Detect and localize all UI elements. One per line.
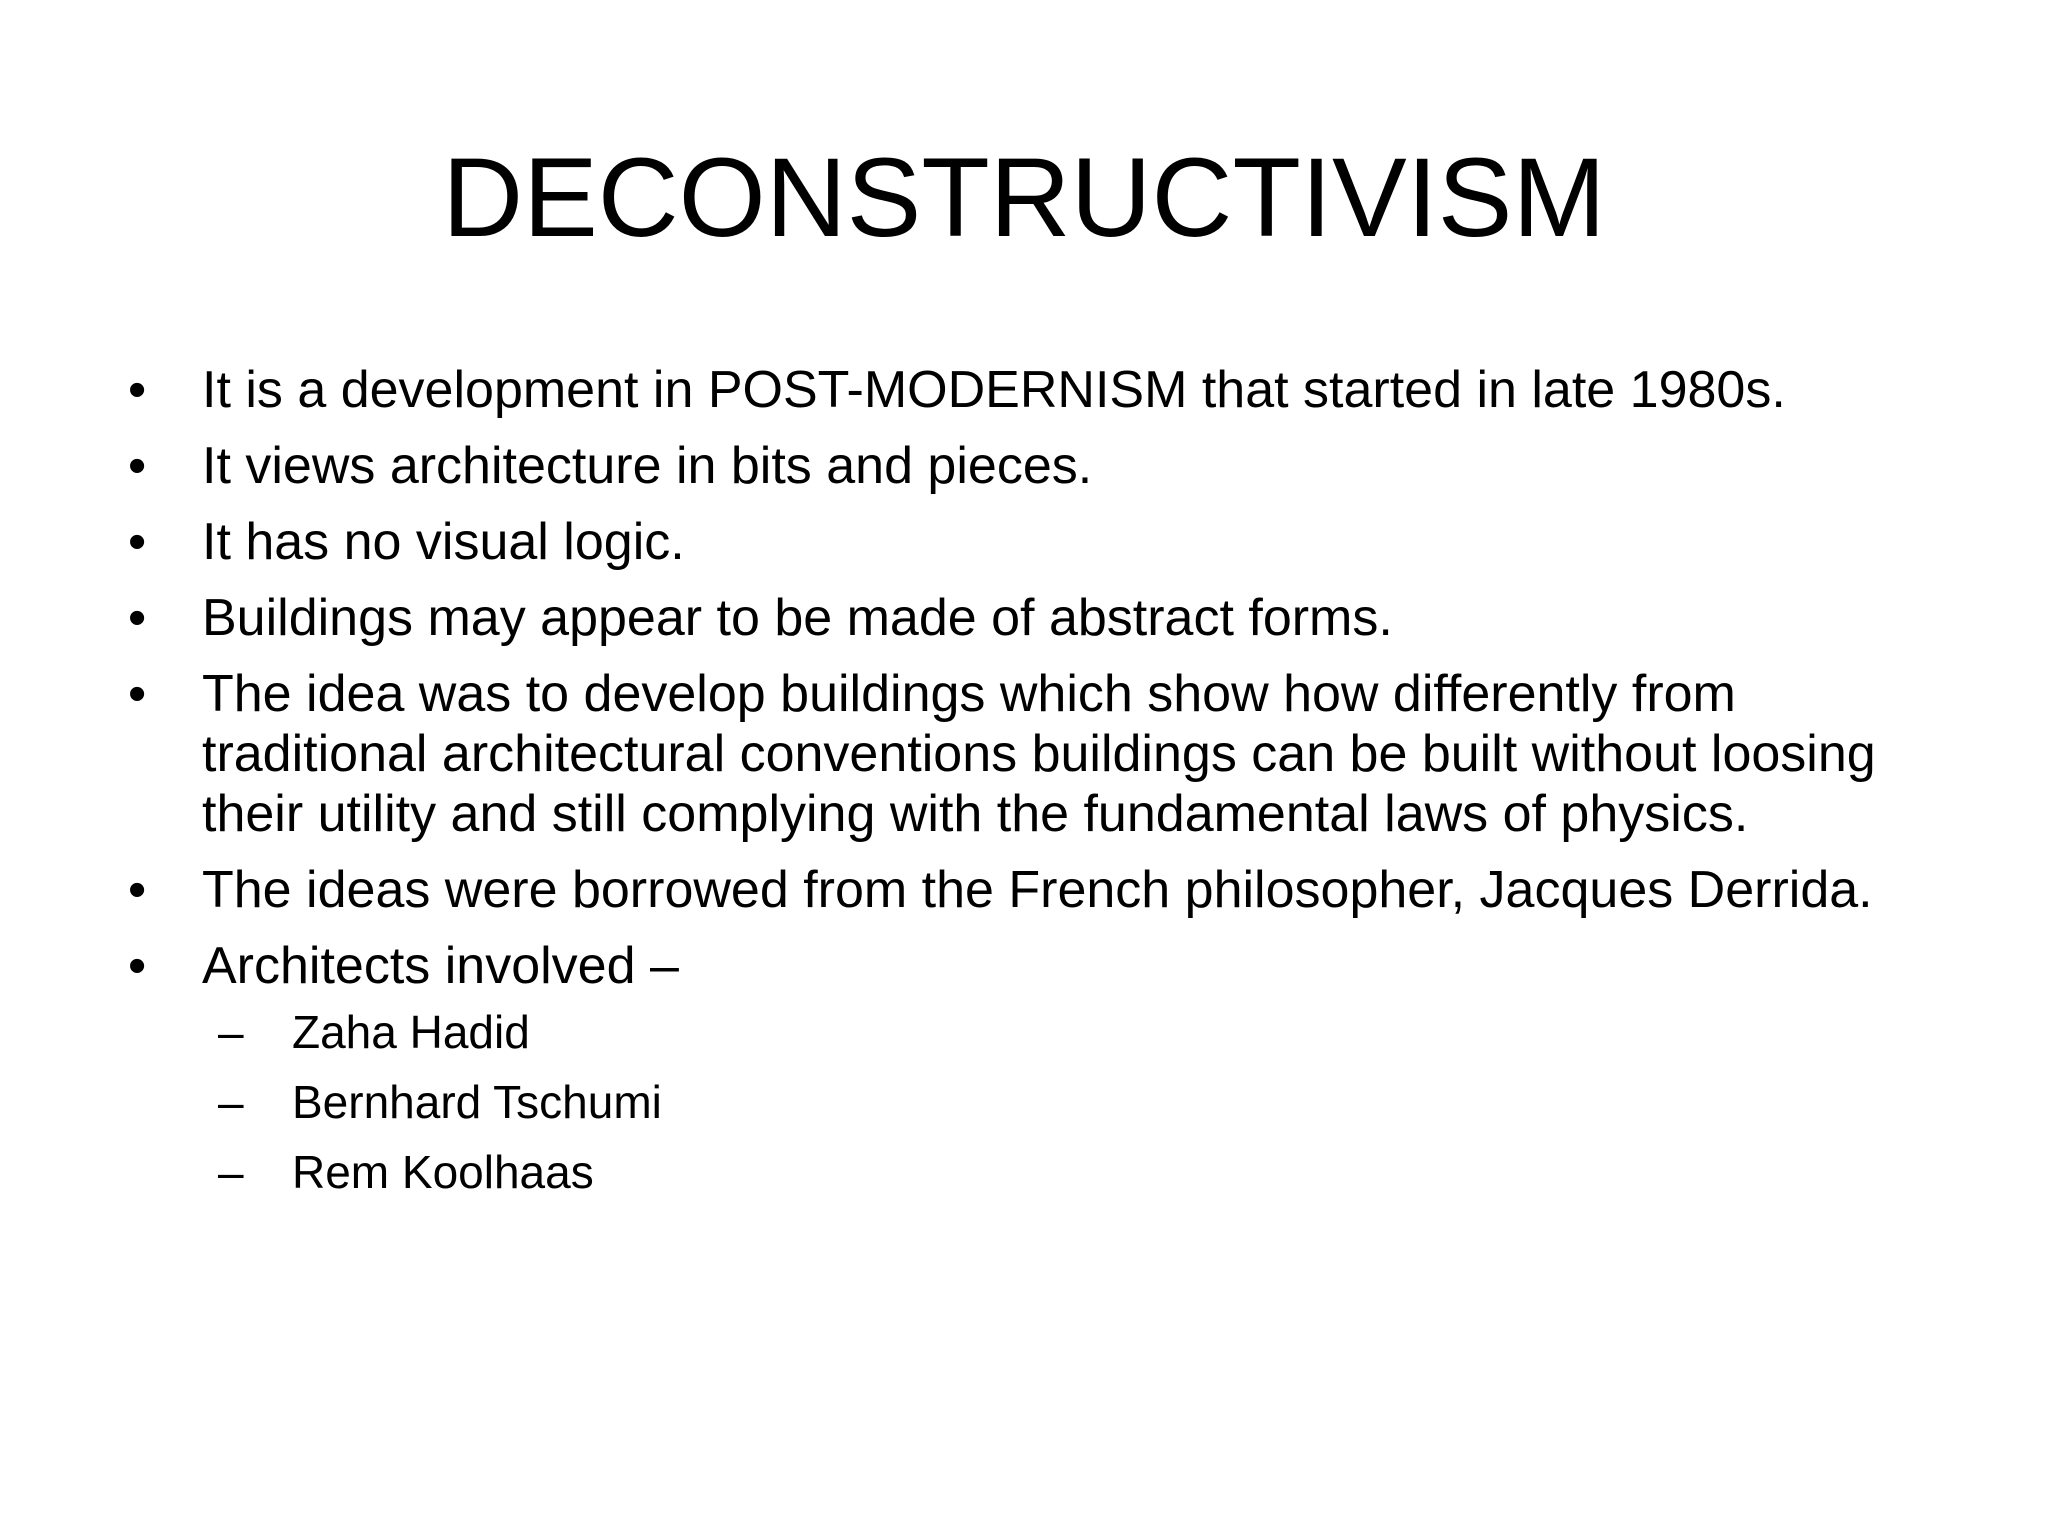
architect-list xyxy=(218,1004,1958,1200)
bullet-item xyxy=(128,360,1958,420)
bullet-item xyxy=(128,436,1958,496)
bullet-text: It has no visual logic. xyxy=(202,513,685,571)
sub-bullet-marker: – xyxy=(218,1076,244,1128)
bullet-item xyxy=(128,664,1958,844)
bullet-marker: • xyxy=(128,861,147,919)
architect-name: Zaha Hadid xyxy=(292,1006,530,1058)
bullet-text: The ideas were borrowed from the French philosopher, Jacques Derrida. xyxy=(202,861,1873,919)
bullet-marker: • xyxy=(128,437,147,495)
sub-bullet-marker: – xyxy=(218,1146,244,1198)
bullet-item xyxy=(128,860,1958,920)
bullet-text: It is a development in POST-MODERNISM that started in late 1980s. xyxy=(202,361,1786,419)
bullet-item xyxy=(128,512,1958,572)
bullet-marker: • xyxy=(128,937,147,995)
slide-title: DECONSTRUCTIVISM xyxy=(442,135,1606,260)
bullet-text: It views architecture in bits and pieces. xyxy=(202,437,1093,495)
bullet-item xyxy=(128,588,1958,648)
bullet-marker: • xyxy=(128,665,147,723)
sub-bullet-item xyxy=(218,1144,1958,1200)
bullet-marker: • xyxy=(128,513,147,571)
bullet-text: The idea was to develop buildings which show how differently from traditional architectural conventions buildings can be built without loosing their utility and still complying with the fundamental laws of physics. xyxy=(202,665,1876,843)
bullet-marker: • xyxy=(128,361,147,419)
sub-bullet-item xyxy=(218,1004,1958,1060)
sub-bullet-marker: – xyxy=(218,1006,244,1058)
bullet-list xyxy=(128,360,1958,1216)
bullet-marker: • xyxy=(128,589,147,647)
bullet-text: Architects involved – xyxy=(202,937,679,995)
architect-name: Bernhard Tschumi xyxy=(292,1076,662,1128)
sub-bullet-item xyxy=(218,1074,1958,1130)
bullet-text: Buildings may appear to be made of abstract forms. xyxy=(202,589,1393,647)
architect-name: Rem Koolhaas xyxy=(292,1146,594,1198)
bullet-item xyxy=(128,936,1958,1200)
